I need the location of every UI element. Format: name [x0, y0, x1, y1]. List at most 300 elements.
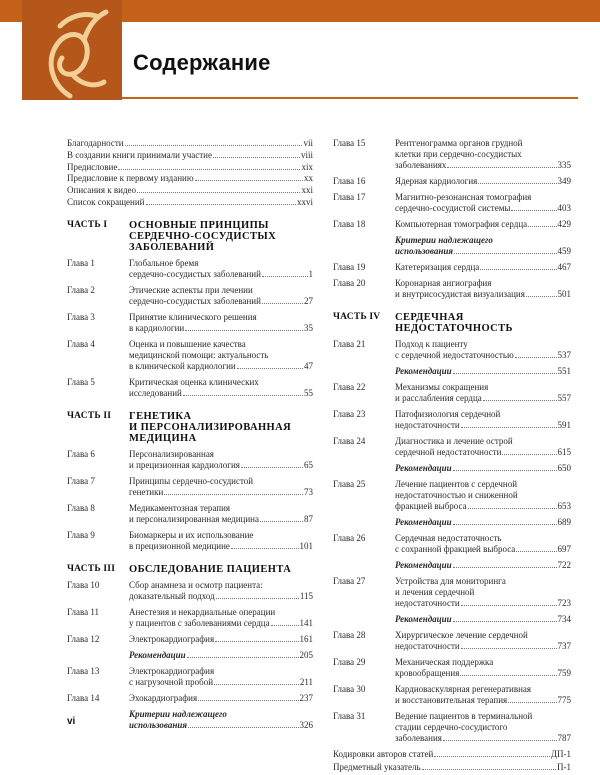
dot-leader [454, 253, 556, 254]
dot-leader [460, 675, 556, 676]
chapter-title-line: стадии сердечно-сосудистого [395, 722, 508, 732]
chapter-page: 429 [557, 219, 571, 229]
chapter-entry[interactable] [67, 312, 313, 334]
subsection-entry[interactable] [333, 614, 571, 625]
chapter-page: 501 [557, 289, 571, 299]
chapter-entry[interactable] [67, 693, 313, 704]
chapter-title-last-line [395, 262, 571, 273]
chapter-page: 537 [557, 350, 571, 360]
dot-leader [434, 756, 550, 757]
chapter-title-last-line [395, 219, 571, 230]
dot-leader [528, 226, 556, 227]
part-number: ЧАСТЬ II [67, 410, 112, 421]
dot-leader [422, 769, 556, 770]
chapter-body [129, 476, 313, 498]
chapter-title-last-line [395, 641, 571, 652]
chapter-page: 467 [557, 262, 571, 272]
subsection-entry[interactable] [67, 709, 313, 731]
chapter-number: Глава 9 [67, 529, 95, 540]
chapter-body [129, 693, 313, 704]
ornament-icon [22, 0, 122, 100]
chapter-title-last-line [129, 514, 313, 525]
chapter-body [395, 684, 571, 706]
chapter-entry[interactable] [333, 576, 571, 609]
chapter-title-line: и восстановительная терапия [395, 695, 508, 705]
chapter-title-line: и персонализированная медицина [129, 513, 259, 524]
chapter-entry[interactable] [67, 449, 313, 471]
chapter-number [333, 614, 395, 625]
chapter-title-last-line [395, 176, 571, 187]
dot-leader [237, 368, 303, 369]
chapter-entry[interactable] [67, 339, 313, 372]
section-logo [22, 0, 122, 100]
part-title-line: И ПЕРСОНАЛИЗИРОВАННАЯ [129, 421, 292, 433]
chapter-page: 591 [557, 420, 571, 430]
chapter-page: 723 [557, 598, 571, 608]
chapter-body [395, 382, 571, 404]
chapter-title-last-line [129, 591, 313, 602]
chapter-number: Глава 12 [67, 633, 100, 644]
part-title-line: ГЕНЕТИКА [129, 410, 192, 422]
part-title-line: СЕРДЕЧНО-СОСУДИСТЫХ [129, 230, 277, 242]
chapter-entry[interactable] [67, 607, 313, 629]
chapter-entry[interactable] [333, 436, 571, 458]
chapter-title-line: Критерии надлежащего [129, 708, 227, 719]
chapter-title-line: недостаточности [395, 598, 460, 608]
chapter-page: 115 [299, 590, 313, 601]
chapter-title-line: Магнитно-резонансная томография [395, 192, 532, 202]
part-heading [67, 220, 313, 253]
back-matter-item[interactable] [333, 749, 571, 760]
dot-leader [453, 373, 557, 374]
chapter-body [129, 709, 313, 731]
dot-leader [198, 700, 298, 701]
chapter-page: 689 [557, 517, 571, 527]
chapter-title-line: недостаточностью и сниженной [395, 490, 518, 500]
chapter-page: 55 [304, 387, 313, 398]
chapter-title-line: Электрокардиография [129, 665, 215, 676]
chapter-number: Глава 26 [333, 533, 366, 543]
chapter-title-line: у пациентов с заболеваниями сердца [129, 617, 270, 628]
chapter-body [129, 530, 313, 552]
dot-leader [185, 330, 303, 331]
chapter-entry[interactable] [333, 262, 571, 273]
chapter-title-last-line [395, 668, 571, 679]
part-title-line: ЗАБОЛЕВАНИЙ [129, 241, 215, 253]
chapter-title-last-line [129, 487, 313, 498]
chapter-entry[interactable] [67, 666, 313, 688]
chapter-number [333, 235, 395, 257]
chapter-number: Глава 17 [333, 192, 366, 202]
chapter-number: Глава 15 [333, 138, 366, 148]
dot-leader [262, 303, 303, 304]
chapter-number: Глава 6 [67, 448, 95, 459]
dot-leader [187, 657, 299, 658]
chapter-title-last-line [395, 695, 571, 706]
chapter-entry[interactable] [333, 278, 571, 300]
chapter-entry[interactable] [333, 684, 571, 706]
chapter-number [333, 517, 395, 528]
chapter-title-line: недостаточности [395, 641, 460, 651]
chapter-title-line: Принципы сердечно-сосудистой [129, 475, 254, 486]
chapter-title-line: с нагрузочной пробой [129, 676, 214, 687]
entry-title: Предисловие [67, 161, 118, 172]
chapter-title-line: Диагностика и лечение острой [395, 436, 513, 446]
chapter-page: 335 [557, 160, 571, 170]
chapter-page: 237 [299, 692, 313, 703]
entry-title: Список сокращений [67, 196, 145, 207]
dot-leader [515, 357, 557, 358]
page-title: Содержание [133, 50, 271, 75]
chapter-title-last-line [395, 366, 571, 377]
chapter-body [129, 666, 313, 688]
chapter-title-line: Принятие клинического решения [129, 311, 257, 322]
chapter-page: 87 [304, 513, 313, 524]
chapter-number: Глава 30 [333, 684, 366, 694]
chapter-title-last-line [129, 677, 313, 688]
entry-page: xix [301, 161, 313, 172]
dot-leader [216, 598, 299, 599]
chapter-entry[interactable] [67, 377, 313, 399]
chapter-title-line: Ядерная кардиология [395, 176, 478, 186]
chapter-body [129, 503, 313, 525]
dot-leader [443, 740, 557, 741]
chapter-title-line: Электрокардиография [129, 633, 215, 644]
chapter-title-last-line [395, 203, 571, 214]
dot-leader [195, 180, 303, 181]
chapter-title-last-line [129, 634, 313, 645]
chapter-page: 141 [299, 617, 313, 628]
chapter-title-line: с сохранной фракцией выброса [395, 544, 516, 554]
chapter-title-last-line [395, 733, 571, 744]
chapter-title-line: Сердечная недостаточность [395, 533, 502, 543]
chapter-number [333, 463, 395, 474]
chapter-entry[interactable] [67, 476, 313, 498]
chapter-title-line: сердечно-сосудистых заболеваний [129, 295, 261, 306]
chapter-title-line: Рекомендации [395, 463, 452, 473]
front-matter-item[interactable] [67, 197, 313, 208]
subsection-entry[interactable] [333, 366, 571, 377]
chapter-number: Глава 19 [333, 262, 366, 272]
chapter-page: 101 [299, 540, 313, 551]
chapter-title-line: клетки при сердечно-сосудистых [395, 149, 522, 159]
chapter-page: 653 [557, 501, 571, 511]
dot-leader [241, 467, 303, 468]
chapter-body [395, 560, 571, 571]
chapter-body [129, 650, 313, 661]
part-title-line: СЕРДЕЧНАЯ НЕДОСТАТОЧНОСТЬ [395, 312, 513, 334]
chapter-number: Глава 8 [67, 502, 95, 513]
chapter-entry[interactable] [67, 258, 313, 280]
chapter-title-line: Эхокардиография [129, 692, 198, 703]
chapter-page: 722 [557, 560, 571, 570]
chapter-page: 211 [299, 676, 313, 687]
chapter-title-last-line [129, 269, 313, 280]
dot-leader [183, 395, 303, 396]
chapter-number: Глава 3 [67, 311, 95, 322]
subsection-entry[interactable] [333, 235, 571, 257]
chapter-title-line: Анестезия и некардиальные операции [129, 606, 276, 617]
part-title [129, 220, 276, 253]
chapter-title-line: и расслабления сердца [395, 393, 482, 403]
chapter-body [395, 436, 571, 458]
chapter-title-last-line [395, 614, 571, 625]
dot-leader [516, 551, 556, 552]
dot-leader [526, 296, 557, 297]
subsection-entry[interactable] [67, 650, 313, 661]
chapter-title-line: Подход к пациенту [395, 339, 468, 349]
chapter-title-line: Этические аспекты при лечении [129, 284, 253, 295]
chapter-title-last-line [129, 460, 313, 471]
chapter-title-line: Биомаркеры и их использование [129, 529, 254, 540]
chapter-body [129, 634, 313, 645]
chapter-title-last-line [395, 598, 571, 609]
chapter-title-line: Хирургическое лечение сердечной [395, 630, 528, 640]
dot-leader [453, 567, 557, 568]
chapter-title-last-line [129, 323, 313, 334]
chapter-page: 47 [304, 360, 313, 371]
chapter-body [395, 366, 571, 377]
chapter-entry[interactable] [67, 503, 313, 525]
front-matter-item[interactable] [67, 185, 313, 196]
front-matter-item[interactable] [67, 162, 313, 173]
dot-leader [468, 508, 557, 509]
dot-leader [478, 183, 556, 184]
subsection-entry[interactable] [333, 463, 571, 474]
dot-leader [453, 524, 557, 525]
chapter-entry[interactable] [333, 219, 571, 230]
chapter-number [333, 366, 395, 377]
chapter-entry[interactable] [67, 530, 313, 552]
chapter-title-last-line [129, 296, 313, 307]
chapter-number: Глава 11 [67, 606, 100, 617]
chapter-entry[interactable] [333, 711, 571, 744]
entry-page: xxvi [296, 196, 313, 207]
back-matter-item[interactable] [333, 762, 571, 773]
dot-leader [146, 204, 296, 205]
chapter-title-line: доказательный подход [129, 590, 215, 601]
chapter-title-line: Рекомендации [395, 366, 452, 376]
chapter-entry[interactable] [67, 580, 313, 602]
chapter-title-line: заболевания [395, 733, 442, 743]
chapter-title-line: Компьютерная томография сердца [395, 219, 528, 229]
dot-leader [125, 145, 303, 146]
chapter-number: Глава 28 [333, 630, 366, 640]
chapter-title-line: Глобальное бремя [129, 257, 199, 268]
chapter-page: 734 [557, 614, 571, 624]
entry-page: П-1 [557, 762, 571, 772]
chapter-title-line: Рекомендации [395, 517, 452, 527]
chapter-body [129, 580, 313, 602]
chapter-entry[interactable] [333, 138, 571, 171]
page-number: vi [67, 716, 76, 727]
chapter-title-line: и внутрисосудистая визуализация [395, 289, 525, 299]
chapter-title-line: генетики [129, 486, 164, 497]
dot-leader [447, 167, 556, 168]
chapter-title-last-line [395, 501, 571, 512]
dot-leader [271, 625, 299, 626]
chapter-number: Глава 14 [67, 692, 100, 703]
chapter-number: Глава 24 [333, 436, 366, 446]
part-title [129, 564, 291, 575]
chapter-body [395, 657, 571, 679]
chapter-title-line: в прецизионной медицине [129, 540, 230, 551]
chapter-title-line: Коронарная ангиография [395, 278, 492, 288]
chapter-number: Глава 22 [333, 382, 366, 392]
chapter-title-line: и прецизионная кардиология [129, 459, 240, 470]
chapter-number [67, 709, 129, 731]
dot-leader [137, 192, 300, 193]
entry-page: vii [303, 138, 313, 148]
chapter-page: 73 [304, 486, 313, 497]
chapter-title-line: с сердечной недостаточностью [395, 350, 514, 360]
chapter-number: Глава 23 [333, 409, 366, 419]
chapter-body [395, 463, 571, 474]
chapter-page: 349 [557, 176, 571, 186]
chapter-title-last-line [129, 720, 313, 731]
chapter-title-last-line [129, 618, 313, 629]
dot-leader [164, 494, 303, 495]
chapter-body [395, 630, 571, 652]
chapter-entry[interactable] [333, 409, 571, 431]
entry-page: ДП-1 [550, 749, 571, 759]
chapter-title-line: Рентгенограмма органов грудной [395, 138, 523, 148]
chapter-entry[interactable] [333, 192, 571, 214]
part-title-line: ОБСЛЕДОВАНИЕ ПАЦИЕНТА [129, 563, 292, 575]
part-title-line: МЕДИЦИНА [129, 432, 197, 444]
chapter-title-line: фракцией выброса [395, 501, 467, 511]
chapter-title-line: Рекомендации [395, 614, 452, 624]
dot-leader [461, 605, 557, 606]
part-number: ЧАСТЬ IV [333, 312, 381, 322]
chapter-number: Глава 10 [67, 579, 100, 590]
front-matter-item[interactable] [67, 173, 313, 184]
chapter-title-last-line [395, 463, 571, 474]
chapter-body [395, 138, 571, 171]
chapter-page: 775 [557, 695, 571, 705]
chapter-page: 557 [557, 393, 571, 403]
subsection-entry[interactable] [333, 517, 571, 528]
chapter-title-line: использования [395, 246, 454, 256]
chapter-number: Глава 20 [333, 278, 366, 288]
chapter-title-last-line [395, 544, 571, 555]
chapter-page: 65 [304, 459, 313, 470]
front-matter-item[interactable] [67, 138, 313, 149]
chapter-page: 737 [557, 641, 571, 651]
chapter-body [129, 449, 313, 471]
chapter-entry[interactable] [333, 339, 571, 361]
part-heading [67, 564, 313, 575]
dot-leader [461, 648, 557, 649]
chapter-body [395, 339, 571, 361]
dot-leader [215, 641, 298, 642]
chapter-number: Глава 18 [333, 219, 366, 229]
dot-leader [511, 210, 556, 211]
chapter-title-last-line [129, 541, 313, 552]
chapter-entry[interactable] [67, 285, 313, 307]
chapter-entry[interactable] [333, 657, 571, 679]
part-heading [67, 411, 313, 444]
chapter-title-line: в клинической кардиологии [129, 360, 236, 371]
subsection-entry[interactable] [333, 560, 571, 571]
chapter-body [129, 285, 313, 307]
chapter-page: 615 [557, 447, 571, 457]
chapter-title-line: Критическая оценка клинических [129, 376, 259, 387]
chapter-body [395, 533, 571, 555]
chapter-title-line: медицинской помощи: актуальность [129, 349, 269, 360]
entry-page: xxi [301, 185, 313, 196]
dot-leader [118, 169, 300, 170]
chapter-title-line: сердечно-сосудистой системы [395, 203, 511, 213]
chapter-entry[interactable] [333, 382, 571, 404]
chapter-title-line: в кардиологии [129, 322, 185, 333]
toc-left-column [67, 138, 313, 736]
chapter-title-line: сердечно-сосудистых заболеваний [129, 268, 261, 279]
chapter-number: Глава 7 [67, 475, 95, 486]
chapter-title-last-line [395, 393, 571, 404]
chapter-page: 1 [308, 268, 313, 279]
chapter-entry[interactable] [67, 634, 313, 645]
chapter-title-line: заболеваниях [395, 160, 447, 170]
chapter-title-line: Оценка и повышение качества [129, 338, 246, 349]
chapter-title-line: Сбор анамнеза и осмотр пациента: [129, 579, 263, 590]
chapter-title-line: Механическая поддержка [395, 657, 494, 667]
chapter-entry[interactable] [333, 630, 571, 652]
dot-leader [188, 727, 298, 728]
chapter-title-line: Патофизиология сердечной [395, 409, 501, 419]
chapter-body [129, 312, 313, 334]
chapter-title-last-line [395, 350, 571, 361]
title-underline [122, 97, 578, 99]
entry-title: Предисловие к первому изданию [67, 173, 194, 184]
chapter-number: Глава 4 [67, 338, 95, 349]
part-title-line: ОСНОВНЫЕ ПРИНЦИПЫ [129, 219, 269, 231]
chapter-body [395, 409, 571, 431]
chapter-title-line: Рекомендации [129, 649, 186, 660]
chapter-title-line: недостаточности [395, 420, 460, 430]
chapter-title-last-line [395, 246, 571, 257]
chapter-title-line: Кардиоваскулярная регенеративная [395, 684, 532, 694]
front-matter-item[interactable] [67, 150, 313, 161]
chapter-page: 326 [299, 719, 313, 730]
part-title [395, 312, 571, 334]
chapter-page: 697 [557, 544, 571, 554]
chapter-entry[interactable] [333, 533, 571, 555]
chapter-number: Глава 5 [67, 376, 95, 387]
chapter-body [395, 235, 571, 257]
dot-leader [260, 521, 303, 522]
chapter-entry[interactable] [333, 176, 571, 187]
chapter-title-last-line [129, 693, 313, 704]
chapter-body [395, 219, 571, 230]
part-number: ЧАСТЬ III [67, 563, 116, 574]
entry-title: Предметный указатель [333, 762, 421, 772]
chapter-title-last-line [395, 289, 571, 300]
chapter-body [395, 614, 571, 625]
dot-leader [262, 276, 308, 277]
chapter-title-last-line [395, 420, 571, 431]
chapter-title-line: Лечение пациентов с сердечной [395, 479, 518, 489]
chapter-body [395, 192, 571, 214]
dot-leader [231, 548, 299, 549]
chapter-number: Глава 21 [333, 339, 366, 349]
chapter-page: 27 [304, 295, 313, 306]
chapter-entry[interactable] [333, 479, 571, 512]
dot-leader [453, 470, 557, 471]
chapter-number [333, 560, 395, 571]
chapter-page: 650 [557, 463, 571, 473]
chapter-body [395, 711, 571, 744]
